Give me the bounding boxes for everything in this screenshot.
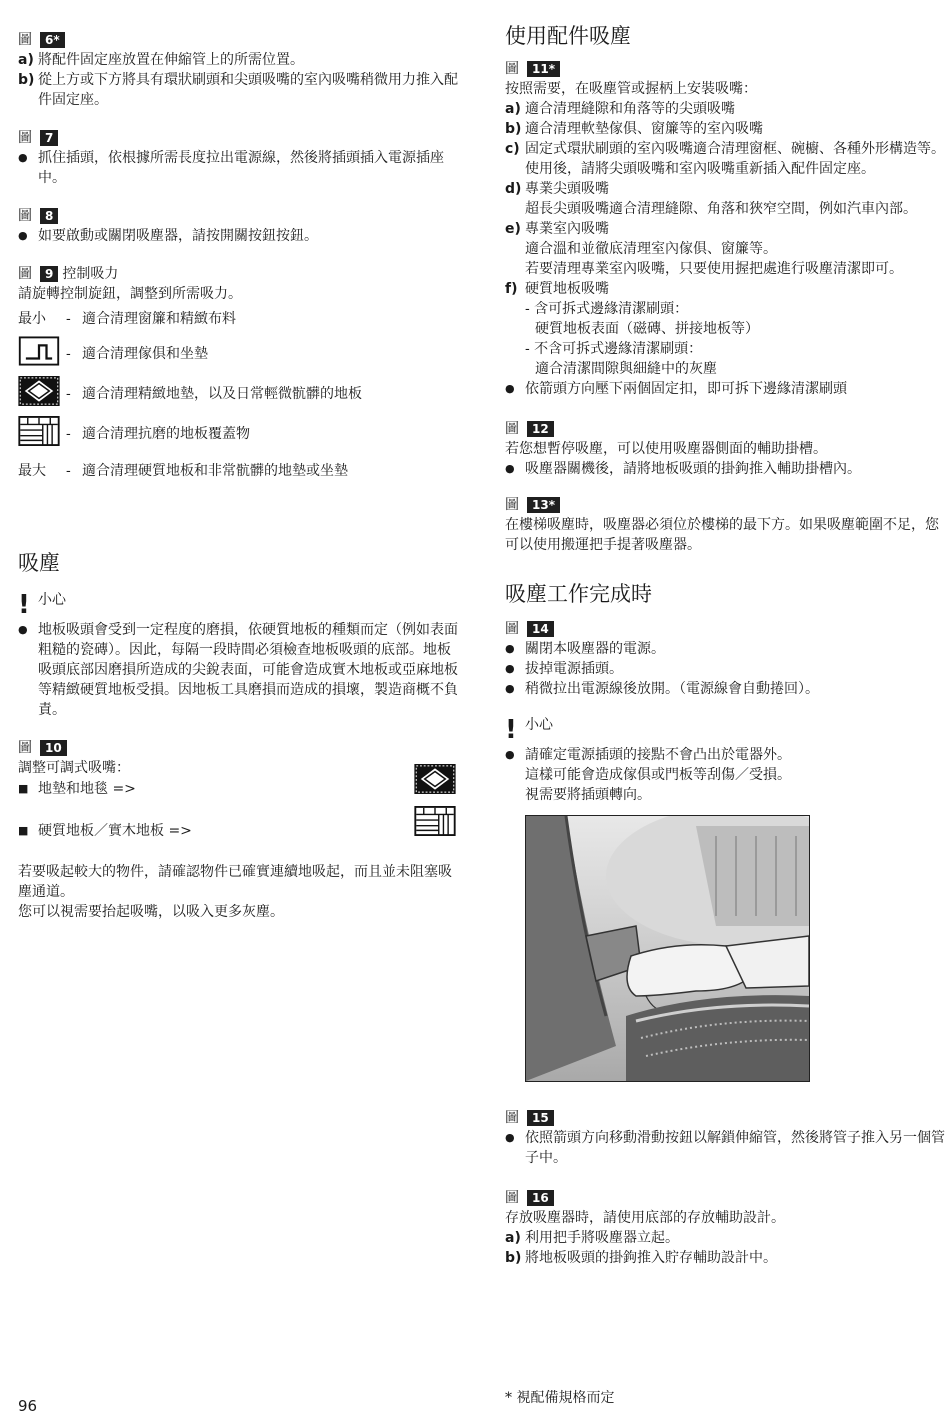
step-text: 將配件固定座放置在伸縮管上的所需位置。 — [38, 52, 304, 68]
bullet-item — [505, 679, 947, 699]
step-label: a) — [505, 1230, 521, 1246]
bullet-icon: ● — [18, 229, 28, 242]
square-bullet-icon: ■ — [18, 782, 29, 795]
step-title: 專業室內吸嘴 — [525, 221, 609, 237]
carpet-icon — [413, 764, 457, 800]
step-b — [505, 1248, 947, 1268]
caution-title: 小心 — [525, 717, 553, 733]
bullet-icon: ● — [505, 382, 515, 395]
section-heading: 吸塵工作完成時 — [505, 582, 652, 606]
warning-icon: ! — [18, 590, 30, 620]
accessories-intro: 按照需要，在吸塵管或握柄上安裝吸嘴： — [505, 81, 757, 97]
step-text: 超長尖頭吸嘴適合清理縫隙、角落和狹窄空間，例如汽車內部。 — [525, 201, 917, 217]
caution-block — [505, 715, 947, 745]
bullet-text: 依照箭頭方向移動滑動按鈕以解鎖伸縮管，然後將管子推入另一個管子中。 — [525, 1130, 945, 1166]
cord-plug-photo — [525, 815, 810, 1082]
section-fig9 — [18, 264, 463, 488]
section-heading: 吸塵 — [18, 551, 60, 575]
sub-option-text: 硬質地板表面（磁磚、拼接地板等） — [535, 321, 759, 337]
suction-text: 適合清理窗簾和精緻布料 — [82, 311, 236, 327]
bullet-icon: ● — [18, 151, 28, 164]
section-fig13 — [505, 495, 947, 555]
figure-ref — [18, 128, 463, 148]
step-label: a) — [505, 101, 521, 117]
suction-text: 適合清理硬質地板和非常骯髒的地墊或坐墊 — [82, 463, 348, 479]
paragraph: 在樓梯吸塵時，吸塵器必須位於樓梯的最下方。如果吸塵範圍不足，您可以使用搬運把手提著吸塵器。 — [505, 517, 939, 553]
section-fig7 — [18, 128, 463, 188]
caution-item — [18, 620, 463, 720]
caution-body — [38, 590, 66, 620]
step-a — [18, 50, 463, 70]
caution-item — [505, 745, 947, 765]
cord-plug-illustration — [526, 816, 809, 1081]
sub-option-text: 適合清潔間隙與細縫中的灰塵 — [535, 361, 717, 377]
warning-icon: ! — [505, 715, 517, 745]
bullet-item — [505, 379, 947, 399]
step-label: a) — [18, 52, 34, 68]
step-label: e) — [505, 221, 521, 237]
step-note: 使用後，請將尖頭吸嘴和室內吸嘴重新插入配件固定座。 — [525, 161, 875, 177]
caution-block — [18, 590, 463, 620]
step-text: 適合溫和並徹底清理室內傢俱、窗簾等。 — [525, 241, 777, 257]
step-text: 利用把手將吸塵器立起。 — [525, 1230, 679, 1246]
bullet-icon: ● — [505, 462, 515, 475]
suction-dash: - — [66, 311, 71, 327]
suction-dash: - — [66, 426, 71, 442]
figure-ref — [505, 59, 947, 79]
suction-text: 適合清理抗磨的地板覆蓋物 — [82, 426, 250, 442]
paragraph: 若要吸起較大的物件，請確認物件已確實連續地吸起，而且並未阻塞吸塵通道。 — [18, 864, 452, 900]
suction-dash: - — [66, 346, 71, 362]
suction-table — [18, 304, 463, 488]
setting-text: 硬質地板／實木地板 => — [38, 823, 192, 839]
bullet-item — [505, 659, 947, 679]
nozzle-setting-carpet — [18, 778, 463, 800]
figure-badge: 14 — [527, 621, 554, 637]
section-fig10 — [18, 738, 463, 922]
carpet-icon — [18, 376, 66, 412]
bullet-item — [505, 639, 947, 659]
figure-ref — [18, 264, 463, 284]
step-b — [18, 70, 463, 110]
section-fig8 — [18, 206, 463, 246]
step-text: 從上方或下方將具有環狀刷頭和尖頭吸嘴的室內吸嘴稍微用力推入配件固定座。 — [38, 72, 458, 108]
upholstery-icon — [18, 336, 66, 372]
left-column — [18, 0, 463, 922]
step-label: b) — [505, 121, 522, 137]
suction-row-upholstery — [18, 334, 463, 374]
step-f — [505, 279, 947, 299]
nozzle-intro: 調整可調式吸嘴： — [18, 760, 130, 776]
suction-dash: - — [66, 463, 71, 479]
step-label: d) — [505, 181, 522, 197]
step-label: b) — [18, 72, 35, 88]
section-finish — [505, 581, 947, 1082]
step-text: 若要清理專業室內吸嘴，只要使用握把處進行吸塵清潔即可。 — [525, 261, 903, 277]
suction-row-min — [18, 304, 463, 334]
figure-label: 圖 — [18, 208, 32, 224]
figure-label: 圖 — [505, 621, 519, 637]
paragraph: 若您想暫停吸塵，可以使用吸塵器側面的輔助掛槽。 — [505, 441, 827, 457]
figure-ref — [18, 206, 463, 226]
step-c — [505, 139, 947, 159]
figure-label: 圖 — [18, 130, 32, 146]
bullet-icon: ● — [505, 642, 515, 655]
bullet-icon: ● — [505, 662, 515, 675]
caution-text: 這樣可能會造成傢俱或門板等刮傷／受損。 — [525, 767, 791, 783]
figure-label: 圖 — [18, 740, 32, 756]
suction-key: 最小 — [18, 311, 46, 327]
bullet-item — [18, 148, 463, 188]
bullet-text: 依箭頭方向壓下兩個固定扣，即可拆下邊緣清潔刷頭 — [525, 381, 847, 397]
section-accessories — [505, 23, 947, 399]
hard-floor-icon — [18, 416, 66, 452]
figure-badge: 9 — [40, 266, 58, 282]
figure-ref — [505, 619, 947, 639]
step-title: 專業尖頭吸嘴 — [525, 181, 609, 197]
figure-badge: 10 — [40, 740, 67, 756]
step-text: 適合清理軟墊傢俱、窗簾等的室內吸嘴 — [525, 121, 763, 137]
figure-badge: 13* — [527, 497, 560, 513]
step-text: 將地板吸頭的掛鉤推入貯存輔助設計中。 — [525, 1250, 777, 1266]
step-text: 適合清理縫隙和角落等的尖頭吸嘴 — [525, 101, 735, 117]
figure-label: 圖 — [505, 421, 519, 437]
section-heading: 使用配件吸塵 — [505, 24, 631, 48]
figure-label: 圖 — [505, 61, 519, 77]
sub-option: - 不含可拆式邊緣清潔刷頭： — [525, 341, 703, 357]
bullet-text: 稍微拉出電源線後放開。（電源線會自動捲回）。 — [525, 681, 819, 697]
caution-title: 小心 — [38, 592, 66, 608]
bullet-icon: ● — [505, 1131, 515, 1144]
figure-badge: 16 — [527, 1190, 554, 1206]
figure-title: 控制吸力 — [62, 266, 119, 282]
suction-intro: 請旋轉控制旋鈕，調整到所需吸力。 — [18, 286, 242, 302]
suction-text: 適合清理精緻地墊，以及日常輕微骯髒的地板 — [82, 386, 362, 402]
bullet-text: 吸塵器關機後，請將地板吸頭的掛鉤推入輔助掛槽內。 — [525, 461, 861, 477]
figure-ref — [18, 30, 463, 50]
footnote: * 視配備規格而定 — [505, 1390, 615, 1406]
suction-row-hard-floor — [18, 414, 463, 454]
figure-badge: 8 — [40, 208, 58, 224]
step-a — [505, 1228, 947, 1248]
sub-option: - 含可拆式邊緣清潔刷頭： — [525, 301, 689, 317]
suction-row-carpet — [18, 374, 463, 414]
paragraph: 您可以視需要抬起吸嘴，以吸入更多灰塵。 — [18, 904, 284, 920]
suction-row-max — [18, 454, 463, 488]
bullet-item — [18, 226, 463, 246]
figure-badge: 7 — [40, 130, 58, 146]
step-label: f) — [505, 281, 518, 297]
bullet-item — [505, 459, 947, 479]
bullet-icon: ● — [505, 748, 515, 761]
setting-text: 地墊和地毯 => — [38, 781, 136, 797]
figure-ref — [505, 495, 947, 515]
bullet-text: 關閉本吸塵器的電源。 — [525, 641, 665, 657]
hard-floor-icon — [413, 806, 457, 842]
figure-badge: 12 — [527, 421, 554, 437]
figure-badge: 15 — [527, 1110, 554, 1126]
figure-badge: 6* — [40, 32, 65, 48]
suction-text: 適合清理傢俱和坐墊 — [82, 346, 208, 362]
step-text: 固定式環狀刷頭的室內吸嘴適合清理窗框、碗櫥、各種外形構造等。 — [525, 141, 945, 157]
figure-label: 圖 — [505, 1190, 519, 1206]
figure-label: 圖 — [18, 266, 32, 282]
section-fig15 — [505, 1108, 947, 1168]
section-fig16 — [505, 1188, 947, 1268]
figure-ref — [505, 1188, 947, 1208]
caution-text: 視需要將插頭轉向。 — [525, 787, 651, 803]
figure-label: 圖 — [505, 1110, 519, 1126]
figure-ref — [18, 738, 463, 758]
right-column — [505, 0, 947, 1268]
step-a — [505, 99, 947, 119]
page-number: 96 — [18, 1397, 38, 1415]
step-label: b) — [505, 1250, 522, 1266]
bullet-item — [505, 1128, 947, 1168]
step-e — [505, 219, 947, 239]
caution-text: 地板吸頭會受到一定程度的磨損，依硬質地板的種類而定（例如表面粗糙的瓷磚）。因此，每隔一段時間必須檢查地板吸頭的底部。地板吸頭底部因磨損所造成的尖銳表面，可能會造成實木地板或亞麻地板等精緻硬質地板受損。因地板工具磨損而造成的損壞，製造商概不負責。 — [38, 622, 458, 718]
section-vacuum — [18, 550, 463, 720]
bullet-icon: ● — [505, 682, 515, 695]
section-fig12 — [505, 419, 947, 479]
section-fig6 — [18, 30, 463, 110]
step-label: c) — [505, 141, 520, 157]
bullet-text: 抓住插頭，依根據所需長度拉出電源線，然後將插頭插入電源插座中。 — [38, 150, 444, 186]
step-d — [505, 179, 947, 199]
figure-ref — [505, 419, 947, 439]
paragraph: 存放吸塵器時，請使用底部的存放輔助設計。 — [505, 1210, 785, 1226]
step-b — [505, 119, 947, 139]
step-title: 硬質地板吸嘴 — [525, 281, 609, 297]
square-bullet-icon: ■ — [18, 824, 29, 837]
figure-label: 圖 — [505, 497, 519, 513]
suction-key: 最大 — [18, 463, 46, 479]
suction-dash: - — [66, 386, 71, 402]
nozzle-setting-hard-floor — [18, 820, 463, 842]
figure-label: 圖 — [18, 32, 32, 48]
figure-badge: 11* — [527, 61, 560, 77]
bullet-text: 拔掉電源插頭。 — [525, 661, 623, 677]
bullet-text: 如要啟動或關閉吸塵器，請按開關按鈕按鈕。 — [38, 228, 318, 244]
figure-ref — [505, 1108, 947, 1128]
caution-text: 請確定電源插頭的接點不會凸出於電器外。 — [525, 747, 791, 763]
bullet-icon: ● — [18, 623, 28, 636]
